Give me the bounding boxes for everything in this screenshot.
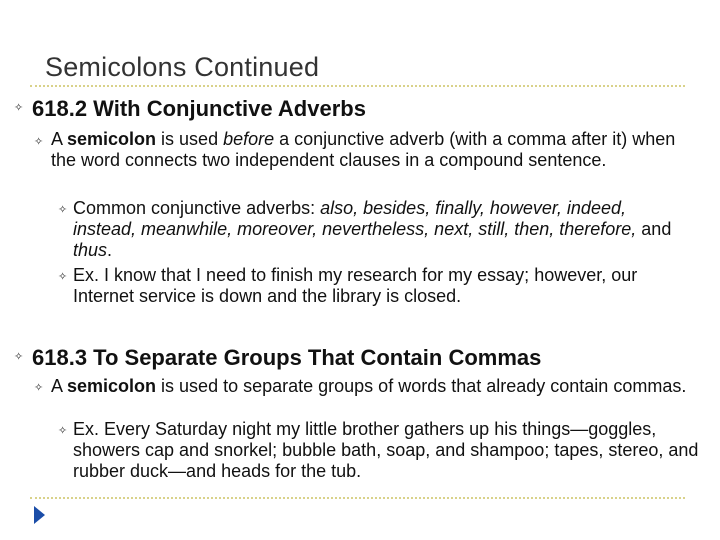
example-sentence-2: Ex. Every Saturday night my little brother gathers up his things—goggles, showers cap and snorkel; bubble bath, soap, and shampoo; tapes, stereo, and rubber duck—and heads for the tub. — [73, 419, 699, 481]
pinwheel-bullet-icon: ✧ — [58, 203, 68, 216]
section-heading-conjunctive-adverbs: 618.2 With Conjunctive Adverbs — [32, 96, 366, 121]
footer-divider — [30, 497, 685, 499]
pinwheel-bullet-icon: ✧ — [58, 270, 68, 283]
pinwheel-bullet-icon: ✧ — [34, 381, 44, 394]
pinwheel-bullet-icon: ✧ — [34, 135, 44, 148]
title-divider — [30, 85, 685, 87]
example-sentence-1: Ex. I know that I need to finish my research for my essay; however, our Internet service is down and the library is closed. — [73, 265, 638, 306]
section-heading-separate-groups: 618.3 To Separate Groups That Contain Commas — [32, 345, 542, 370]
pinwheel-bullet-icon: ✧ — [14, 350, 24, 363]
triangle-arrow-icon — [34, 506, 45, 524]
pinwheel-bullet-icon: ✧ — [58, 424, 68, 437]
rule-paragraph-conjunctive: A semicolon is used before a conjunctive adverb (with a comma after it) when the word connects two independent clauses in a compound sentence. — [51, 129, 676, 170]
rule-paragraph-groups: A semicolon is used to separate groups of words that already contain commas. — [51, 376, 687, 396]
pinwheel-bullet-icon: ✧ — [14, 101, 24, 114]
adverb-list-item: Common conjunctive adverbs: also, besides, finally, however, indeed, instead, meanwhile, moreover, nevertheless, next, still, then, therefore, and thus. — [73, 198, 672, 260]
slide-title: Semicolons Continued — [45, 52, 320, 82]
